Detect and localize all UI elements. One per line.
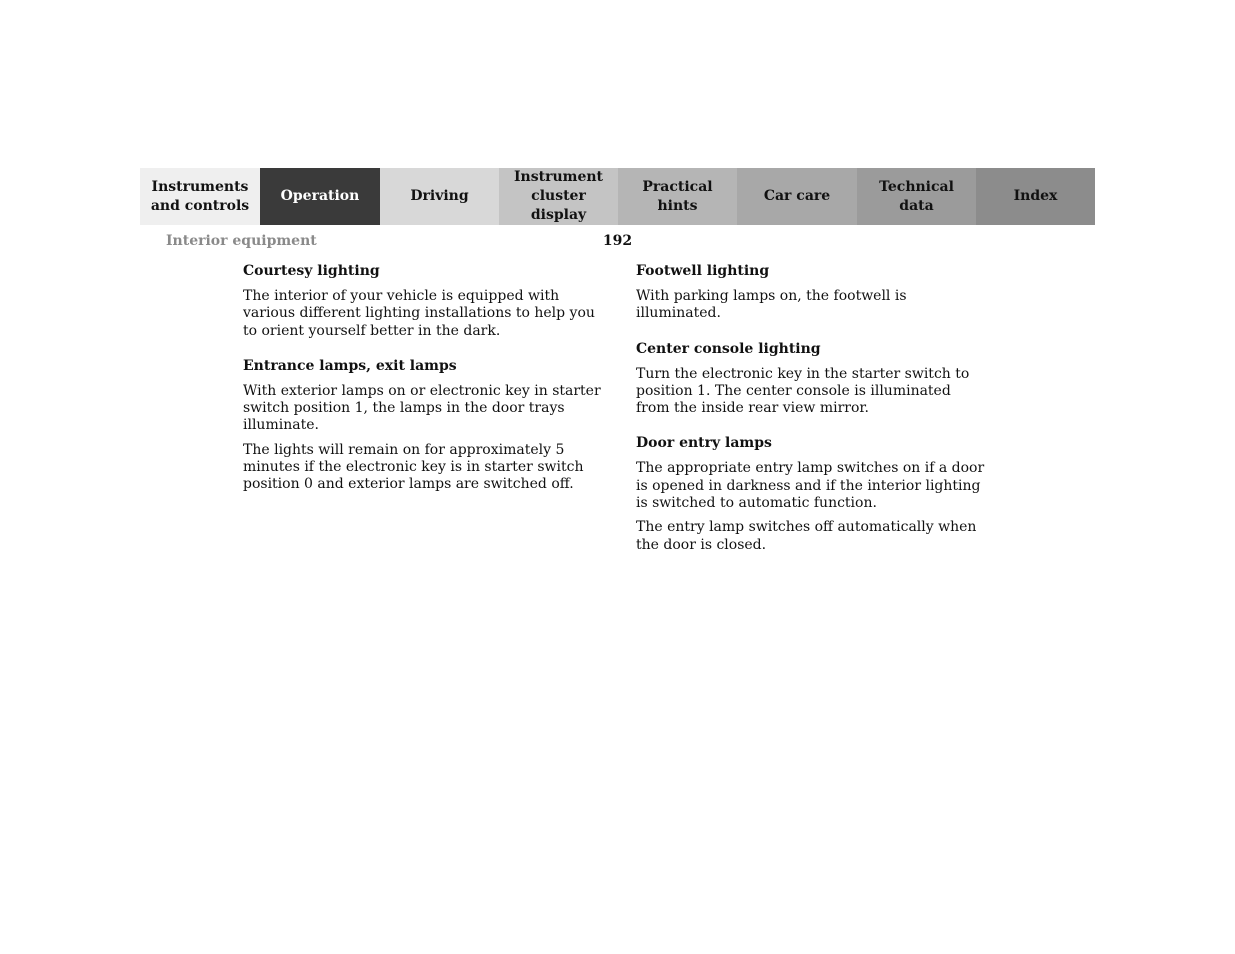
tab-label: Operation <box>280 188 360 204</box>
section-title: Interior equipment <box>166 233 317 249</box>
paragraph: The appropriate entry lamp switches on if a door is opened in darkness and if the interior lighting is switched to automatic function. <box>636 460 985 512</box>
paragraph: With parking lamps on, the footwell is illuminated. <box>636 288 907 322</box>
section-heading: Footwell lighting <box>636 263 770 279</box>
paragraph: Turn the electronic key in the starter switch to position 1. The center console is illuminated from the inside rear view mirror. <box>636 365 970 417</box>
tab-label: Car care <box>763 188 831 204</box>
paragraph: The interior of your vehicle is equipped with various different lighting installations to help you to orient yourself better in the dark. <box>243 288 595 339</box>
tab-label: Technical data <box>879 178 954 214</box>
left-column <box>243 262 613 511</box>
tab-label: Driving <box>410 188 469 204</box>
tab-instrument-cluster-display[interactable] <box>499 168 618 225</box>
section-heading: Courtesy lighting <box>243 263 380 279</box>
page-number: 192 <box>602 233 633 249</box>
paragraph: The entry lamp switches off automatically when the door is closed. <box>636 519 977 553</box>
door-entry-lamps-section <box>636 434 986 553</box>
center-console-lighting-section <box>636 340 986 418</box>
tab-car-care[interactable] <box>737 168 857 225</box>
paragraph: With exterior lamps on or electronic key in starter switch position 1, the lamps in the door trays illuminate. <box>243 382 601 434</box>
tab-label: Index <box>1013 188 1058 204</box>
tab-driving[interactable] <box>380 168 499 225</box>
tab-operation[interactable] <box>260 168 380 225</box>
chapter-tabs <box>140 168 1095 225</box>
entrance-exit-lamps-section <box>243 357 613 494</box>
section-heading: Center console lighting <box>636 340 821 357</box>
footwell-lighting-section <box>636 262 986 323</box>
paragraph: The lights will remain on for approximately 5 minutes if the electronic key is in starter switch position 0 and exterior lamps are switched off. <box>243 441 584 493</box>
tab-index[interactable] <box>976 168 1095 225</box>
right-column <box>636 262 986 571</box>
tab-label: Instruments and controls <box>150 178 250 214</box>
section-heading: Door entry lamps <box>636 435 772 452</box>
tab-technical-data[interactable] <box>857 168 976 225</box>
tab-label: Practical hints <box>642 178 713 214</box>
tab-practical-hints[interactable] <box>618 168 737 225</box>
tab-label: Instrument cluster display <box>514 169 603 223</box>
courtesy-lighting-section <box>243 262 613 340</box>
section-heading: Entrance lamps, exit lamps <box>243 357 457 374</box>
tab-instruments-and-controls[interactable] <box>140 168 260 225</box>
